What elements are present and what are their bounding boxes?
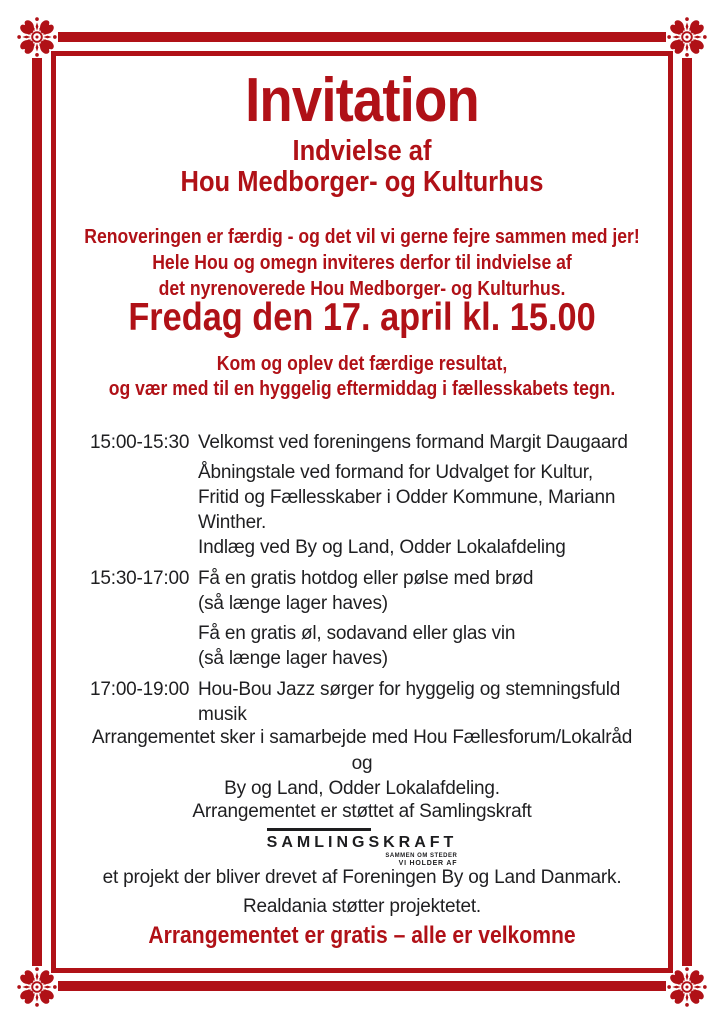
flower-rosette-icon (15, 15, 59, 59)
border-line-top (58, 32, 666, 42)
schedule-time: 15:30-17:00 (90, 568, 190, 589)
schedule-line: (så længe lager haves) (198, 593, 388, 614)
intro-line: Renoveringen er færdig - og det vil vi gerne fejre sammen med jer! (84, 226, 640, 248)
schedule-paragraph (198, 621, 674, 671)
subtitle-line-2: Hou Medborger- og Kulturhus (180, 166, 544, 198)
collaboration-paragraph (0, 725, 724, 802)
schedule-description (198, 566, 674, 671)
schedule-paragraph (198, 566, 674, 616)
page-title: Invitation (245, 66, 479, 135)
logo-tagline-1: SAMMEN OM STEDER (385, 853, 458, 859)
collaboration-line: Arrangementet sker i samarbejde med Hou Fællesforum/Lokalråd (91, 727, 633, 748)
schedule-line: Hou-Bou Jazz sørger for hyggelig og stemningsfuld (198, 679, 621, 700)
schedule-description (198, 677, 674, 727)
schedule-line: Fritid og Fællesskaber i Odder Kommune, Mariann (198, 487, 616, 508)
intro-line: det nyrenoverede Hou Medborger- og Kulturhus. (158, 278, 566, 300)
program-schedule (90, 430, 674, 727)
schedule-line: Få en gratis hotdog eller pølse med brød (198, 568, 534, 589)
flower-rosette-icon (15, 965, 59, 1009)
flower-rosette-icon (665, 965, 709, 1009)
closing-line: Arrangementet er gratis – alle er velkomne (148, 922, 576, 949)
project-line: et projekt der bliver drevet af Foreningen By og Land Danmark. (102, 867, 622, 888)
schedule-paragraph (198, 677, 674, 727)
schedule-paragraph (198, 460, 674, 560)
schedule-time: 15:00-15:30 (90, 432, 190, 453)
logo-tagline-2-clipped (267, 860, 458, 865)
logo-rule-icon (267, 828, 371, 831)
intro-line: Hele Hou og omegn inviteres derfor til indvielse af (152, 252, 572, 274)
flower-rosette-icon (665, 15, 709, 59)
intro-paragraph (43, 224, 680, 302)
schedule-row (90, 566, 674, 671)
schedule-line: musik (198, 704, 247, 725)
logo-taglines (267, 853, 458, 865)
logo-tagline-2: VI HOLDER AF (398, 860, 458, 865)
schedule-paragraph (198, 430, 674, 455)
schedule-row (90, 677, 674, 727)
collaboration-line: og (351, 752, 373, 774)
schedule-line: Åbningstale ved formand for Udvalget for Kultur, (198, 462, 593, 483)
collaboration-line: By og Land, Odder Lokalafdeling. (224, 778, 500, 799)
border-line-bottom (58, 981, 666, 991)
schedule-description (198, 430, 674, 560)
teaser-paragraph (43, 352, 680, 402)
schedule-line: Winther. (198, 512, 267, 533)
samlingskraft-logo (0, 828, 724, 870)
event-date-heading: Fredag den 17. april kl. 15.00 (128, 296, 596, 339)
subtitle-line-1: Indvielse af (292, 135, 432, 167)
realdania-line: Realdania støtter projektetet. (243, 896, 481, 917)
page-subtitle (43, 136, 680, 198)
schedule-time: 17:00-19:00 (90, 679, 190, 700)
samlingskraft-logo-inner (267, 828, 458, 865)
schedule-line: (så længe lager haves) (198, 648, 388, 669)
schedule-line: Indlæg ved By og Land, Odder Lokalafdeling (198, 537, 566, 558)
teaser-line: Kom og oplev det færdige resultat, (216, 353, 508, 375)
teaser-line: og vær med til en hyggelig eftermiddag i fællesskabets tegn. (108, 378, 616, 400)
schedule-line: Velkomst ved foreningens formand Margit Daugaard (198, 432, 628, 453)
schedule-line: Få en gratis øl, sodavand eller glas vin (198, 623, 516, 644)
schedule-row (90, 430, 674, 560)
support-line: Arrangementet er støttet af Samlingskraft (192, 801, 532, 822)
logo-wordmark: SAMLINGSKRAFT (266, 834, 458, 851)
